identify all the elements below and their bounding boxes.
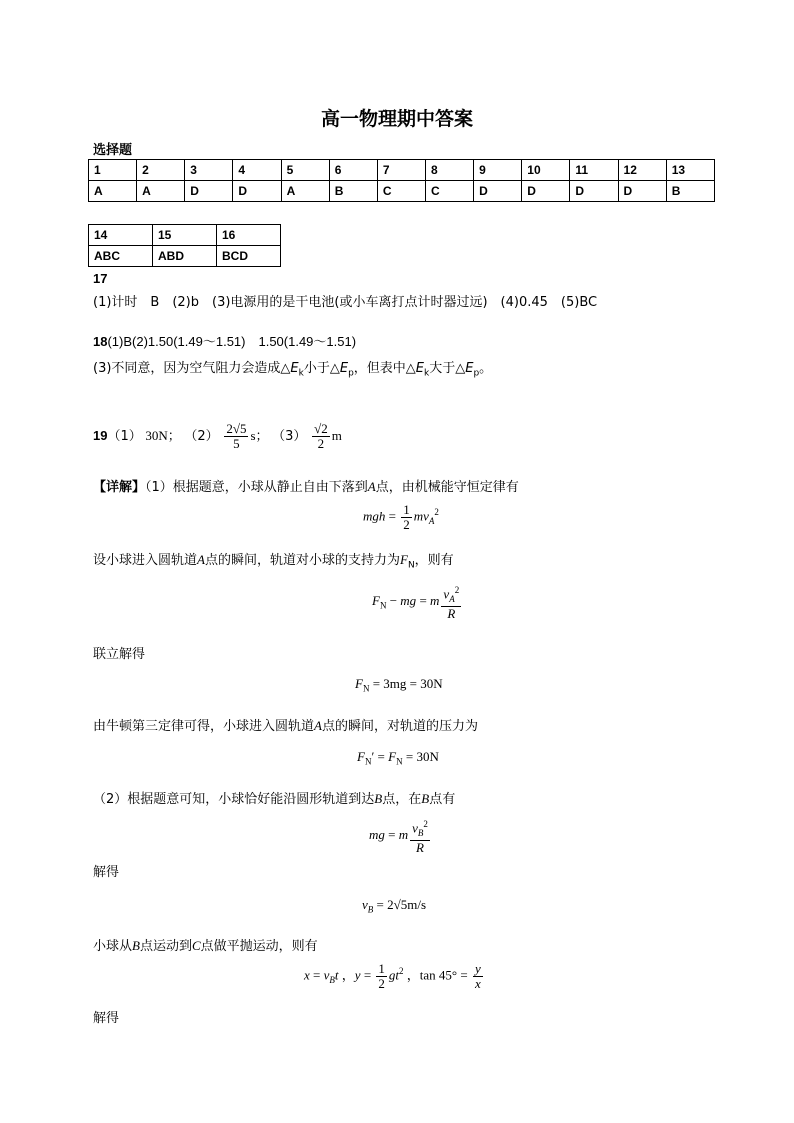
eq-centripetal-a: $F_N$ − mg = m $\frac{v_A^2}{R}$ bbox=[372, 585, 460, 621]
q17-number: 17 bbox=[93, 271, 108, 286]
section-label: 选择题 bbox=[93, 143, 133, 158]
table-cell: A bbox=[89, 181, 137, 202]
q18-text-d: 大于△ bbox=[429, 361, 466, 376]
table-cell: 11 bbox=[570, 160, 618, 181]
text: 点运动到 bbox=[139, 939, 192, 954]
table-cell: A bbox=[137, 181, 185, 202]
eq-projectile: $x = v_Bt$ ，y = $\frac{1}{2}$ $gt^2$ ，tan 45° = $\frac{y}{x}$ bbox=[304, 961, 481, 991]
page-title: 高一物理期中答案 bbox=[320, 108, 473, 130]
table-cell: 10 bbox=[522, 160, 570, 181]
text: （2）根据题意可知，小球恰好能沿圆形轨道到达 bbox=[93, 792, 375, 807]
detail-line4: 由牛顿第三定律可得，小球进入圆轨道A点的瞬间，对轨道的压力为 bbox=[93, 718, 478, 734]
q18-text-b: 小于△ bbox=[303, 361, 340, 376]
eq-pressure: $F_N' = F_N = 30N$ bbox=[357, 749, 439, 767]
eq-value: 30N bbox=[416, 749, 439, 764]
table-cell: 1 bbox=[89, 160, 137, 181]
table-row-numbers bbox=[89, 160, 715, 181]
answer-table-1 bbox=[88, 159, 715, 202]
q19-answer2: $\frac{2√5}{5}$ bbox=[226, 421, 247, 451]
table-cell: 16 bbox=[217, 225, 281, 246]
table-cell: 9 bbox=[474, 160, 522, 181]
q19-answer1: 30N bbox=[145, 427, 168, 443]
text: 点的瞬间，对轨道的压力为 bbox=[321, 719, 478, 734]
q19-part2-label: （2） bbox=[184, 428, 219, 444]
text: 设小球进入圆轨道 bbox=[93, 553, 198, 568]
table-cell: D bbox=[233, 181, 281, 202]
eq-value: 2√5m/s bbox=[387, 897, 427, 912]
table-cell: C bbox=[425, 181, 473, 202]
table-cell: A bbox=[281, 181, 329, 202]
q18-part1: (1)B(2)1.50(1.49～1.51) 1.50(1.49～1.51) bbox=[107, 334, 357, 349]
detail-line7: 小球从B点运动到C点做平抛运动，则有 bbox=[93, 938, 318, 954]
answer-table-2 bbox=[88, 224, 281, 267]
q19-answers: 19（1） 30N； （2） $\frac{2√5}{5}$ s； （3） $\frac{√2}{2}$ m bbox=[93, 421, 342, 451]
table-cell: D bbox=[185, 181, 233, 202]
text: ，则有 bbox=[414, 553, 454, 568]
table-cell: 14 bbox=[89, 225, 153, 246]
table-cell: ABC bbox=[89, 246, 153, 267]
q18-line1 bbox=[93, 331, 356, 350]
separator: ； bbox=[255, 428, 269, 444]
table-cell: 15 bbox=[153, 225, 217, 246]
detail-line3: 联立解得 bbox=[93, 647, 146, 662]
eq-energy: mgh = $\frac{1}{2}$ $mv_A^2$ bbox=[363, 502, 439, 532]
q18-text-c: ，但表中△ bbox=[353, 361, 416, 376]
eq-centripetal-b: mg = m $\frac{v_B^2}{R}$ bbox=[369, 819, 428, 855]
table-row-answers bbox=[89, 246, 281, 267]
table-cell: B bbox=[666, 181, 714, 202]
q17-answer: (1)计时 B (2)b (3)电源用的是干电池(或小车离打点计时器过远) (4)0.45 (5)BC bbox=[93, 295, 598, 310]
separator: ； bbox=[167, 428, 181, 444]
q19-part3-label: （3） bbox=[272, 428, 307, 444]
q18-text-a: (3)不同意，因为空气阻力会造成△ bbox=[93, 361, 291, 376]
q19-part1-label: （1） bbox=[107, 428, 142, 444]
table-cell: 5 bbox=[281, 160, 329, 181]
q19-answer3: $\frac{√2}{2}$ bbox=[314, 421, 328, 451]
text: （1）根据题意，小球从静止自由下落到 bbox=[145, 480, 368, 495]
text: 由牛顿第三定律可得，小球进入圆轨道 bbox=[93, 719, 315, 734]
q18-number: 18 bbox=[93, 334, 108, 349]
text: 点做平抛运动，则有 bbox=[200, 939, 318, 954]
text: 小球从 bbox=[93, 939, 133, 954]
detail-line6: 解得 bbox=[93, 865, 120, 880]
detail-line8: 解得 bbox=[93, 1011, 120, 1026]
eq-support-force: $F_N = 3mg = 30N$ bbox=[355, 676, 443, 694]
table-cell: 6 bbox=[329, 160, 377, 181]
detail-tag: 【详解】 bbox=[93, 480, 146, 495]
table-cell: 12 bbox=[618, 160, 666, 181]
detail-line2: 设小球进入圆轨道A点的瞬间，轨道对小球的支持力为$F_N$，则有 bbox=[93, 552, 454, 571]
text: 点，在 bbox=[382, 792, 422, 807]
table-cell: ABD bbox=[153, 246, 217, 267]
table-cell: 13 bbox=[666, 160, 714, 181]
eq-value: 3mg = 30N bbox=[383, 676, 443, 691]
table-cell: BCD bbox=[217, 246, 281, 267]
table-cell: B bbox=[329, 181, 377, 202]
table-cell: 7 bbox=[377, 160, 425, 181]
table-cell: 4 bbox=[233, 160, 281, 181]
detail-line5: （2）根据题意可知，小球恰好能沿圆形轨道到达B点，在B点有 bbox=[93, 791, 456, 807]
detail-line1: 【详解】（1）根据题意，小球从静止自由下落到A点，由机械能守恒定律有 bbox=[93, 479, 519, 495]
text: 点的瞬间，轨道对小球的支持力为 bbox=[204, 553, 400, 568]
q19-number: 19 bbox=[93, 427, 108, 443]
q18-text-e: 。 bbox=[479, 361, 493, 376]
table-cell: D bbox=[570, 181, 618, 202]
text: 点，由机械能守恒定律有 bbox=[375, 480, 519, 495]
table-row-numbers bbox=[89, 225, 281, 246]
table-cell: D bbox=[474, 181, 522, 202]
table-cell: D bbox=[618, 181, 666, 202]
table-cell: C bbox=[377, 181, 425, 202]
table-cell: 2 bbox=[137, 160, 185, 181]
eq-velocity-b: $v_B = 2√5m/s$ bbox=[362, 897, 427, 915]
table-cell: D bbox=[522, 181, 570, 202]
table-row-answers bbox=[89, 181, 715, 202]
table-cell: 8 bbox=[425, 160, 473, 181]
q18-line2: (3)不同意，因为空气阻力会造成$\triangle E_k$小于$\triangle E_p$，但表中$\triangle E_k$大于$\triangle E_p$。 bbox=[93, 361, 493, 379]
table-cell: 3 bbox=[185, 160, 233, 181]
text: 点有 bbox=[429, 792, 456, 807]
